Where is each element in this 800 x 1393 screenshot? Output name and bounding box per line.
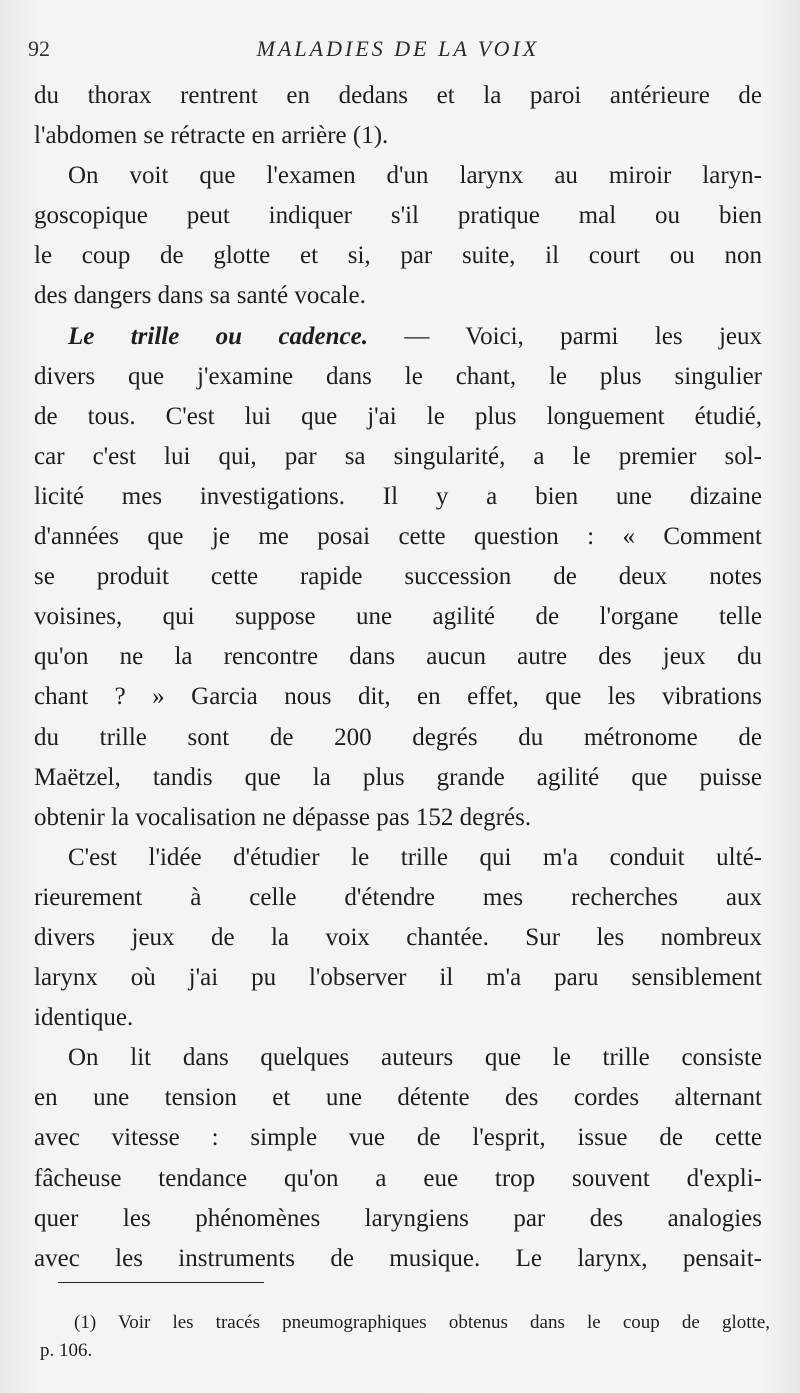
footnote-line: (1) Voir les tracés pneumographiques obtenus dans le coup de glotte, xyxy=(74,1312,770,1333)
text-line: rieurement à celle d'étendre mes recherches aux xyxy=(34,883,762,911)
text-line: Maëtzel, tandis que la plus grande agilité que puisse xyxy=(34,763,762,791)
text-line: C'est l'idée d'étudier le trille qui m'a conduit ulté- xyxy=(68,843,762,871)
text-line: identique. xyxy=(34,1004,134,1032)
section-heading: Le trille ou cadence. xyxy=(68,322,368,350)
text-line: d'années que je me posai cette question : « Comment xyxy=(34,523,762,551)
text-line: divers jeux de la voix chantée. Sur les nombreux xyxy=(34,923,762,951)
text-line: On lit dans quelques auteurs que le trille consiste xyxy=(68,1044,762,1072)
text-line: divers que j'examine dans le chant, le plus singulier xyxy=(34,362,762,390)
text-line: licité mes investigations. Il y a bien une dizaine xyxy=(34,482,762,510)
text-line: chant ? » Garcia nous dit, en effet, que les vibrations xyxy=(34,683,762,711)
text-line: avec vitesse : simple vue de l'esprit, issue de cette xyxy=(34,1124,762,1152)
text-line: du thorax rentrent en dedans et la paroi antérieure de xyxy=(34,82,762,109)
section-heading-line xyxy=(34,317,762,357)
text-line: du trille sont de 200 degrés du métronome de xyxy=(34,723,762,751)
section-heading-rest: — Voici, parmi les jeux xyxy=(367,322,762,350)
footnote-line: p. 106. xyxy=(40,1340,93,1361)
footnote xyxy=(40,1309,770,1365)
text-line: en une tension et une détente des cordes alternant xyxy=(34,1084,762,1112)
text-line: obtenir la vocalisation ne dépasse pas 152 degrés. xyxy=(34,803,532,831)
text-line: car c'est lui qui, par sa singularité, a le premier sol- xyxy=(34,442,762,470)
text-line: des dangers dans sa santé vocale. xyxy=(34,282,366,310)
text-line: goscopique peut indiquer s'il pratique mal ou bien xyxy=(34,202,762,230)
text-line: l'abdomen se rétracte en arrière (1). xyxy=(34,122,389,150)
page-number: 92 xyxy=(28,36,50,61)
running-title: MALADIES DE LA VOIX xyxy=(256,36,540,61)
text-line: larynx où j'ai pu l'observer il m'a paru sensiblement xyxy=(34,964,762,992)
body-text xyxy=(34,76,762,1279)
text-line: de tous. C'est lui que j'ai le plus longuement étudié, xyxy=(34,402,762,430)
text-line: se produit cette rapide succession de deux notes xyxy=(34,563,762,591)
page-header xyxy=(28,36,768,66)
footnote-divider xyxy=(58,1282,264,1283)
text-line: quer les phénomènes laryngiens par des analogies xyxy=(34,1204,762,1232)
text-line: voisines, qui suppose une agilité de l'organe telle xyxy=(34,603,762,631)
text-line: le coup de glotte et si, par suite, il court ou non xyxy=(34,242,762,270)
text-line: fâcheuse tendance qu'on a eue trop souvent d'expli- xyxy=(34,1164,762,1192)
text-line: On voit que l'examen d'un larynx au miroir laryn- xyxy=(68,162,762,190)
text-line: qu'on ne la rencontre dans aucun autre des jeux du xyxy=(34,643,762,671)
text-line: avec les instruments de musique. Le larynx, pensait- xyxy=(34,1244,762,1272)
